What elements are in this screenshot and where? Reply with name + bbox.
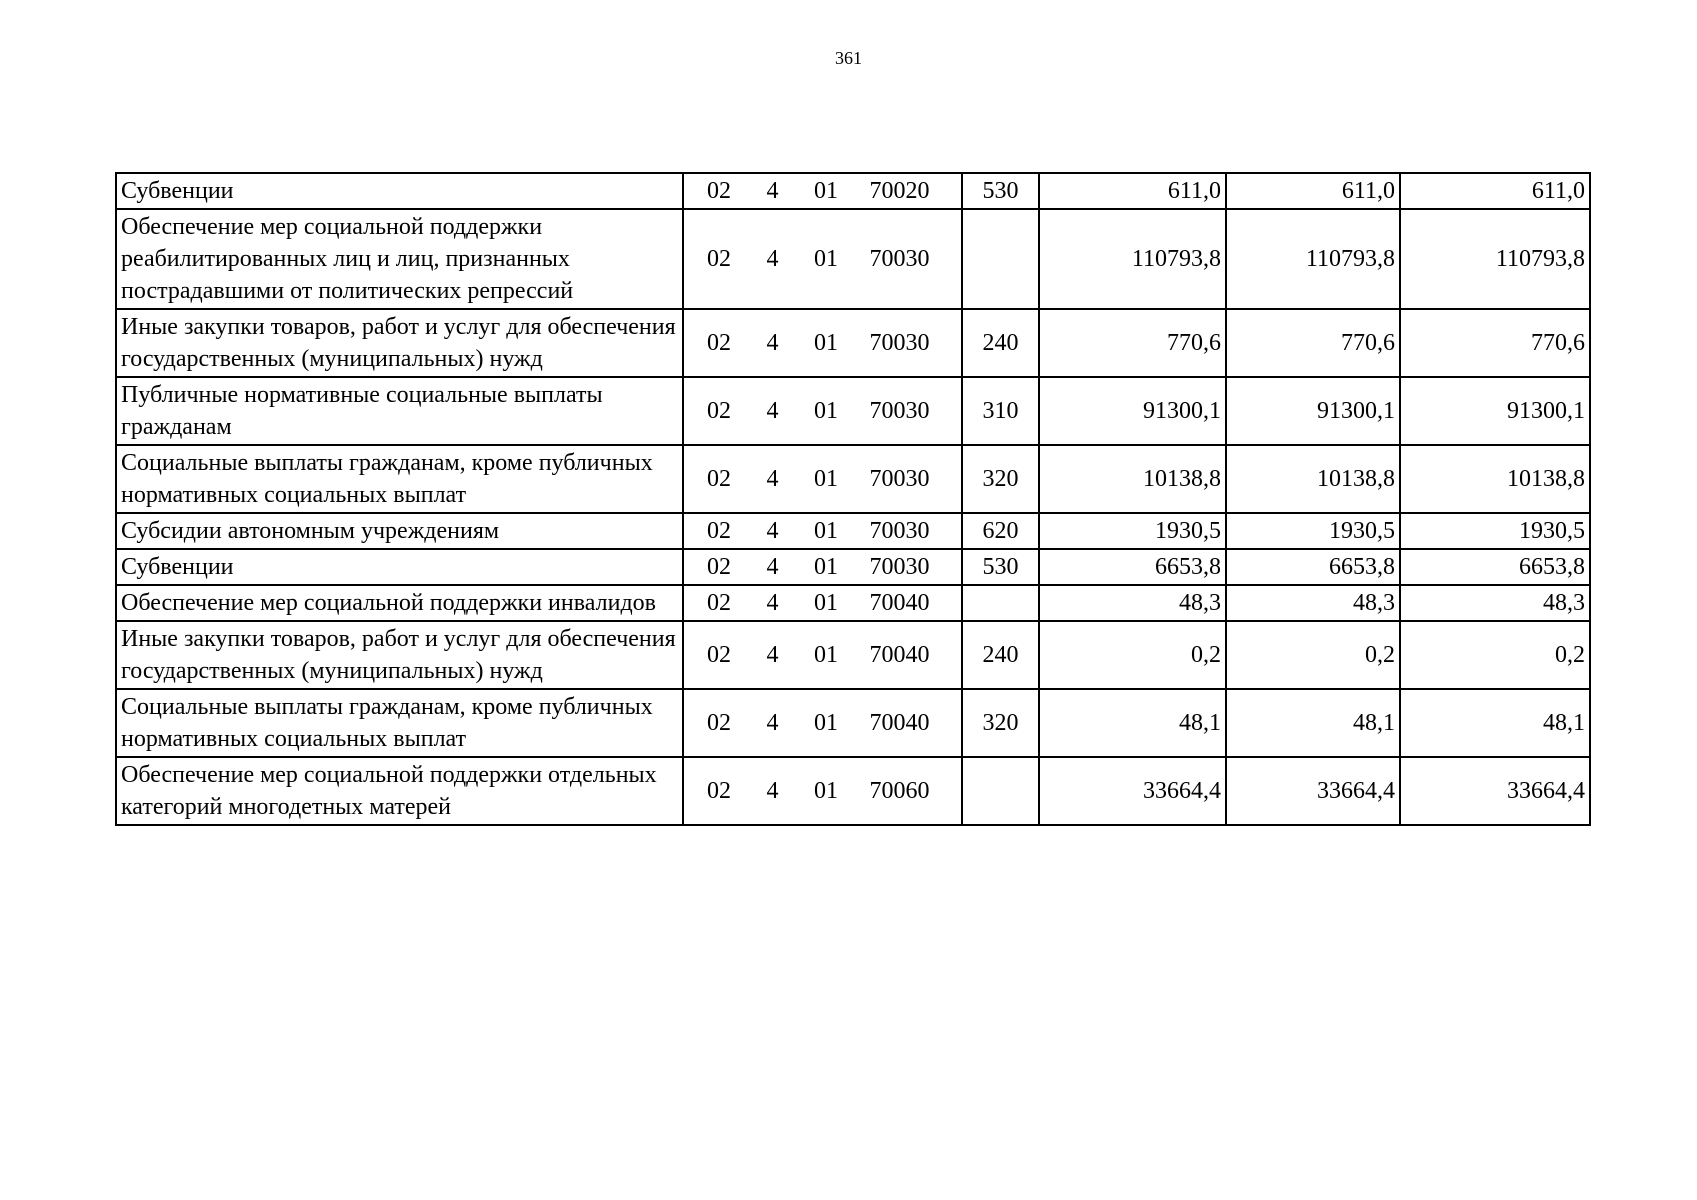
- code-section: 02: [707, 554, 731, 580]
- code-target: 70030: [869, 554, 930, 580]
- row-expense-type: [962, 585, 1039, 621]
- row-value-3: 91300,1: [1400, 377, 1590, 445]
- table-row: [116, 621, 1590, 689]
- row-codes: [683, 621, 962, 689]
- row-value-1: 110793,8: [1039, 209, 1226, 309]
- row-value-2: 611,0: [1226, 173, 1400, 209]
- row-expense-type: [962, 209, 1039, 309]
- row-value-3: 48,1: [1400, 689, 1590, 757]
- code-subprogram: 01: [814, 554, 838, 580]
- code-program: 4: [766, 330, 779, 356]
- row-expense-type: 530: [962, 173, 1039, 209]
- code-section: 02: [707, 398, 731, 424]
- code-subprogram: 01: [814, 246, 838, 272]
- code-subprogram: 01: [814, 398, 838, 424]
- code-program: 4: [766, 554, 779, 580]
- row-codes: [683, 377, 962, 445]
- row-value-2: 33664,4: [1226, 757, 1400, 825]
- row-value-3: 6653,8: [1400, 549, 1590, 585]
- row-codes: [683, 757, 962, 825]
- table-row: [116, 585, 1590, 621]
- row-value-3: 48,3: [1400, 585, 1590, 621]
- code-target: 70030: [869, 466, 930, 492]
- row-expense-type: 530: [962, 549, 1039, 585]
- row-name: Обеспечение мер социальной поддержки реабилитированных лиц и лиц, признанных пострадавшими от политических репрессий: [116, 209, 683, 309]
- row-value-2: 6653,8: [1226, 549, 1400, 585]
- row-name: Субсидии автономным учреждениям: [116, 513, 683, 549]
- row-name: Субвенции: [116, 173, 683, 209]
- code-section: 02: [707, 518, 731, 544]
- row-value-2: 770,6: [1226, 309, 1400, 377]
- row-value-3: 10138,8: [1400, 445, 1590, 513]
- row-value-2: 48,3: [1226, 585, 1400, 621]
- table-row: [116, 173, 1590, 209]
- code-target: 70020: [869, 178, 930, 204]
- code-target: 70040: [869, 642, 930, 668]
- row-value-1: 770,6: [1039, 309, 1226, 377]
- row-value-1: 10138,8: [1039, 445, 1226, 513]
- row-name: Социальные выплаты гражданам, кроме публичных нормативных социальных выплат: [116, 689, 683, 757]
- code-subprogram: 01: [814, 178, 838, 204]
- table-row: [116, 757, 1590, 825]
- code-program: 4: [766, 590, 779, 616]
- row-codes: [683, 689, 962, 757]
- row-value-3: 110793,8: [1400, 209, 1590, 309]
- row-expense-type: 240: [962, 621, 1039, 689]
- row-expense-type: 240: [962, 309, 1039, 377]
- table-row: [116, 309, 1590, 377]
- table-row: [116, 513, 1590, 549]
- table-row: [116, 209, 1590, 309]
- table-row: [116, 377, 1590, 445]
- row-name: Публичные нормативные социальные выплаты гражданам: [116, 377, 683, 445]
- table-row: [116, 689, 1590, 757]
- row-name: Обеспечение мер социальной поддержки инвалидов: [116, 585, 683, 621]
- row-name: Обеспечение мер социальной поддержки отдельных категорий многодетных матерей: [116, 757, 683, 825]
- row-name: Субвенции: [116, 549, 683, 585]
- row-name: Иные закупки товаров, работ и услуг для обеспечения государственных (муниципальных) нужд: [116, 621, 683, 689]
- code-subprogram: 01: [814, 642, 838, 668]
- row-name: Иные закупки товаров, работ и услуг для обеспечения государственных (муниципальных) нужд: [116, 309, 683, 377]
- row-codes: [683, 549, 962, 585]
- code-program: 4: [766, 398, 779, 424]
- row-name: Социальные выплаты гражданам, кроме публичных нормативных социальных выплат: [116, 445, 683, 513]
- row-value-2: 110793,8: [1226, 209, 1400, 309]
- row-codes: [683, 209, 962, 309]
- code-section: 02: [707, 330, 731, 356]
- code-target: 70040: [869, 710, 930, 736]
- code-target: 70040: [869, 590, 930, 616]
- code-target: 70030: [869, 518, 930, 544]
- code-subprogram: 01: [814, 590, 838, 616]
- row-codes: [683, 445, 962, 513]
- row-codes: [683, 585, 962, 621]
- row-value-1: 48,1: [1039, 689, 1226, 757]
- row-value-3: 770,6: [1400, 309, 1590, 377]
- row-value-3: 1930,5: [1400, 513, 1590, 549]
- table-row: [116, 445, 1590, 513]
- row-codes: [683, 309, 962, 377]
- code-target: 70060: [869, 778, 930, 804]
- code-target: 70030: [869, 246, 930, 272]
- code-program: 4: [766, 518, 779, 544]
- row-value-1: 6653,8: [1039, 549, 1226, 585]
- row-value-1: 48,3: [1039, 585, 1226, 621]
- code-subprogram: 01: [814, 330, 838, 356]
- row-value-1: 91300,1: [1039, 377, 1226, 445]
- table-row: [116, 549, 1590, 585]
- code-subprogram: 01: [814, 778, 838, 804]
- code-target: 70030: [869, 330, 930, 356]
- row-expense-type: 320: [962, 445, 1039, 513]
- code-program: 4: [766, 710, 779, 736]
- code-section: 02: [707, 178, 731, 204]
- code-subprogram: 01: [814, 710, 838, 736]
- budget-table: [115, 172, 1591, 826]
- row-value-2: 91300,1: [1226, 377, 1400, 445]
- code-program: 4: [766, 642, 779, 668]
- code-program: 4: [766, 778, 779, 804]
- code-section: 02: [707, 590, 731, 616]
- page-number: 361: [835, 48, 862, 68]
- code-program: 4: [766, 246, 779, 272]
- code-section: 02: [707, 466, 731, 492]
- row-expense-type: [962, 757, 1039, 825]
- code-target: 70030: [869, 398, 930, 424]
- row-expense-type: 310: [962, 377, 1039, 445]
- row-value-2: 0,2: [1226, 621, 1400, 689]
- row-value-1: 33664,4: [1039, 757, 1226, 825]
- code-program: 4: [766, 178, 779, 204]
- row-value-1: 0,2: [1039, 621, 1226, 689]
- row-value-2: 1930,5: [1226, 513, 1400, 549]
- row-value-1: 1930,5: [1039, 513, 1226, 549]
- row-value-2: 10138,8: [1226, 445, 1400, 513]
- row-value-3: 0,2: [1400, 621, 1590, 689]
- code-program: 4: [766, 466, 779, 492]
- code-section: 02: [707, 778, 731, 804]
- row-codes: [683, 513, 962, 549]
- row-value-3: 33664,4: [1400, 757, 1590, 825]
- row-expense-type: 320: [962, 689, 1039, 757]
- row-expense-type: 620: [962, 513, 1039, 549]
- code-section: 02: [707, 246, 731, 272]
- row-value-2: 48,1: [1226, 689, 1400, 757]
- code-subprogram: 01: [814, 518, 838, 544]
- code-subprogram: 01: [814, 466, 838, 492]
- row-value-1: 611,0: [1039, 173, 1226, 209]
- row-codes: [683, 173, 962, 209]
- code-section: 02: [707, 710, 731, 736]
- row-value-3: 611,0: [1400, 173, 1590, 209]
- code-section: 02: [707, 642, 731, 668]
